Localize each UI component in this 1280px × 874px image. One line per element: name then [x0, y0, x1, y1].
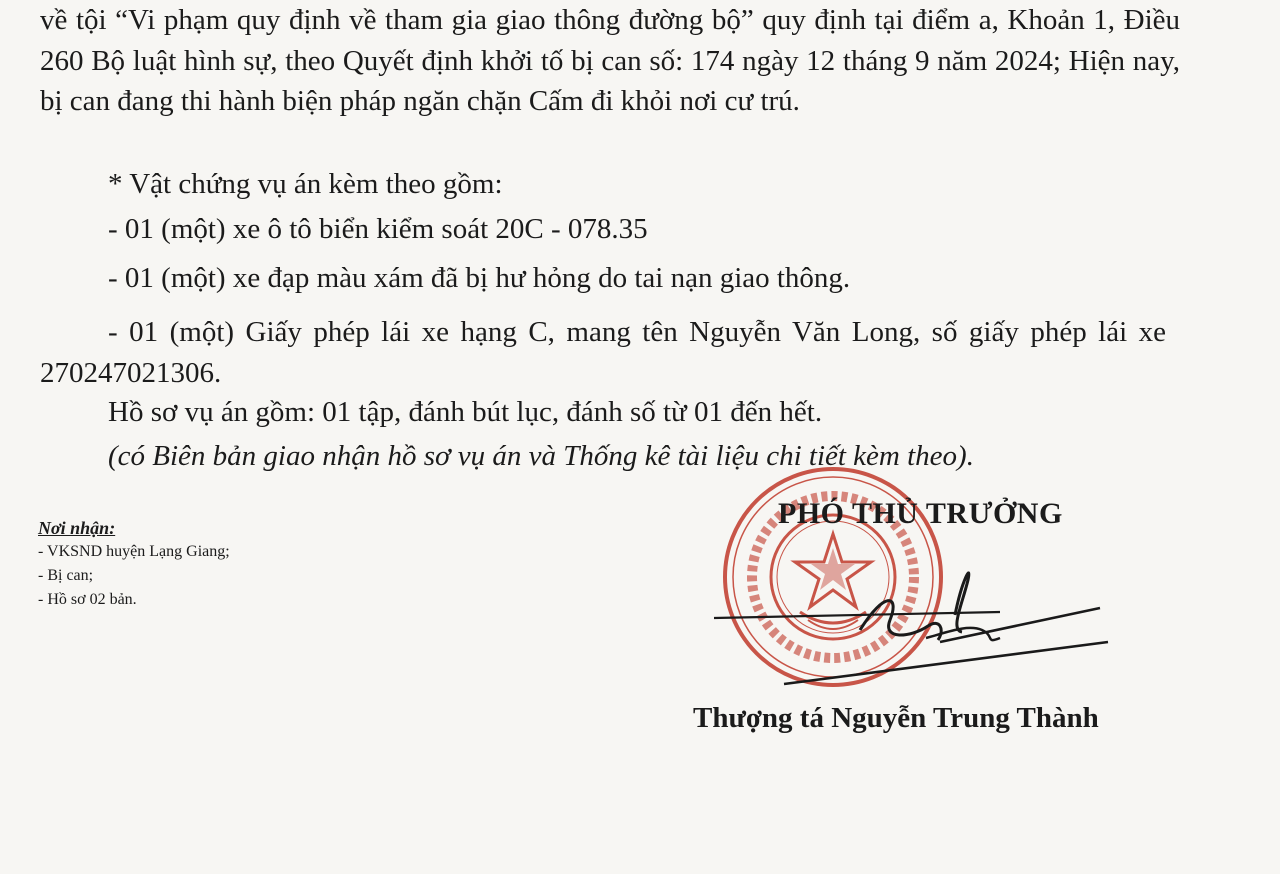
recipient-item: - Hồ sơ 02 bản.: [38, 591, 137, 608]
recipients-title: Nơi nhận:: [38, 518, 116, 538]
recipients-block: [38, 516, 230, 612]
recipient-item: - Bị can;: [38, 567, 94, 584]
dossier-note: (có Biên bản giao nhận hồ sơ vụ án và Thống kê tài liệu chi tiết kèm theo).: [108, 440, 974, 472]
evidence-item-car: - 01 (một) xe ô tô biển kiểm soát 20C - 078.35: [108, 213, 648, 245]
paragraph-charge: về tội “Vi phạm quy định về tham gia giao thông đường bộ” quy định tại điểm a, Khoản 1, Điều 260 Bộ luật hình sự, theo Quyết định khởi tố bị can số: 174 ngày 12 tháng 9 năm 2024; Hiện nay, bị can đang thi hành biện pháp ngăn chặn Cấm đi khỏi nơi cư trú.: [40, 4, 1180, 117]
evidence-item-license: - 01 (một) Giấy phép lái xe hạng C, mang tên Nguyễn Văn Long, số giấy phép lái xe 270247021306.: [40, 316, 1166, 389]
evidence-item-bicycle: - 01 (một) xe đạp màu xám đã bị hư hỏng do tai nạn giao thông.: [108, 262, 851, 294]
recipient-item: - VKSND huyện Lạng Giang;: [38, 543, 230, 560]
handwritten-signature-icon: [700, 560, 1120, 690]
dossier-line: Hồ sơ vụ án gồm: 01 tập, đánh bút lục, đánh số từ 01 đến hết.: [108, 396, 823, 428]
evidence-heading: * Vật chứng vụ án kèm theo gồm:: [108, 168, 503, 200]
signature-title: PHÓ THỦ TRƯỞNG: [778, 497, 1063, 530]
signer-name: Thượng tá Nguyễn Trung Thành: [693, 702, 1099, 734]
